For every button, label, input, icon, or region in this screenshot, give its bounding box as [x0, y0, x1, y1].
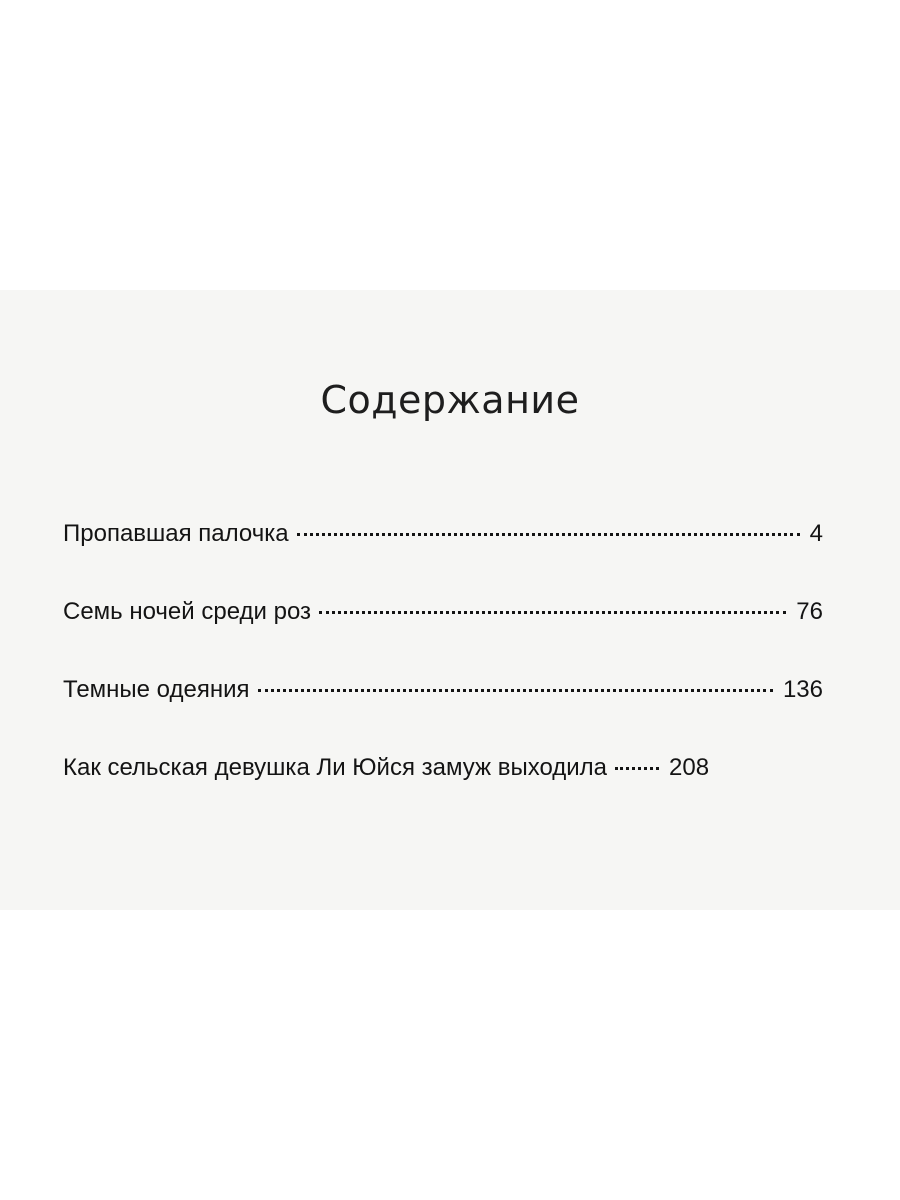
dot-leader	[319, 611, 786, 614]
toc-entry-title: Как сельская девушка Ли Юйся замуж выходила	[63, 754, 608, 781]
dot-leader	[615, 767, 659, 770]
toc-entry-title: Семь ночей среди роз	[63, 598, 312, 625]
table-of-contents	[63, 520, 823, 832]
toc-entry	[63, 676, 823, 754]
toc-entry	[63, 754, 823, 832]
toc-entry-title: Пропавшая палочка	[63, 520, 289, 547]
toc-entry	[63, 520, 823, 598]
toc-entry-page: 4	[809, 520, 823, 547]
toc-entry-page: 136	[782, 676, 823, 703]
contents-heading: Содержание	[320, 378, 580, 422]
dot-leader	[297, 533, 800, 536]
toc-entry-page: 76	[796, 598, 823, 625]
toc-entry-title: Темные одеяния	[63, 676, 250, 703]
toc-entry-page: 208	[669, 754, 710, 781]
dot-leader	[258, 689, 773, 692]
toc-entry	[63, 598, 823, 676]
